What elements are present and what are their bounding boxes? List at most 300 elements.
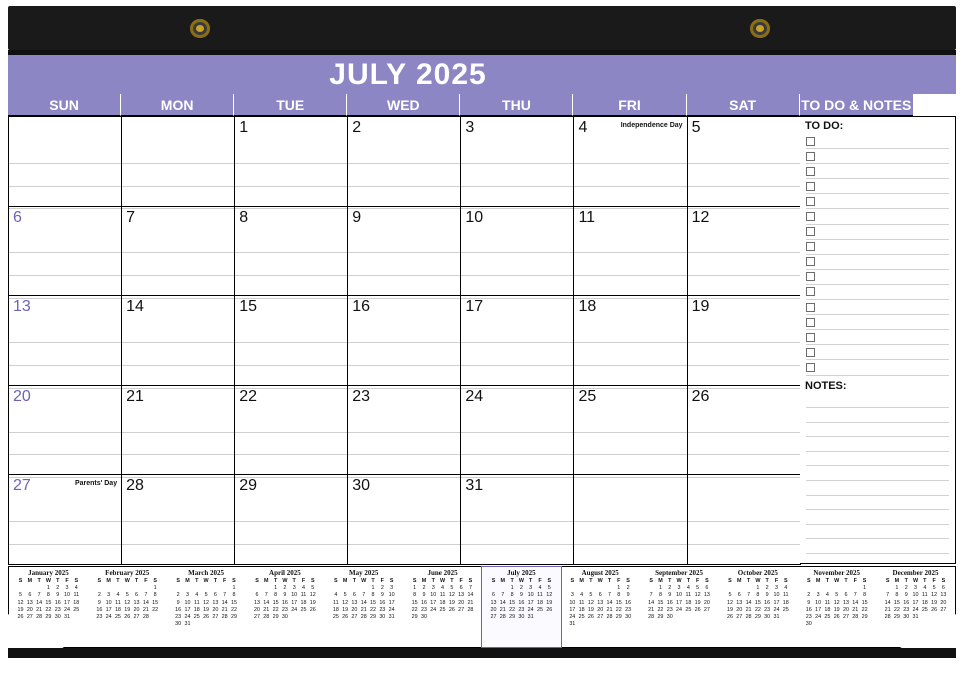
page-corner-right — [900, 614, 956, 648]
mini-day: 3 — [390, 585, 394, 592]
mini-calendar-september[interactable] — [640, 567, 719, 647]
mini-day — [813, 621, 822, 628]
mini-day — [498, 585, 507, 592]
mini-weekday: W — [518, 578, 524, 584]
mini-calendar-march[interactable] — [167, 567, 246, 647]
mini-day: 3 — [529, 585, 533, 592]
mini-day: 17 — [912, 599, 919, 606]
mini-day: 22 — [615, 606, 622, 613]
mini-week-row — [568, 607, 633, 614]
todo-row[interactable] — [806, 209, 949, 224]
mini-day: 25 — [536, 606, 543, 613]
mini-week-row — [174, 600, 239, 607]
mini-day: 10 — [912, 592, 919, 599]
mini-day: 24 — [64, 606, 70, 613]
mini-calendar-title: October 2025 — [737, 569, 778, 577]
mini-day: 20 — [842, 606, 849, 613]
todo-row[interactable] — [806, 360, 949, 375]
day-cell[interactable] — [688, 207, 801, 297]
day-cell[interactable] — [461, 207, 574, 297]
notes-label: NOTES: — [805, 379, 847, 392]
checkbox-icon[interactable] — [806, 257, 815, 266]
mini-day: 9 — [626, 592, 630, 599]
day-cell[interactable] — [574, 475, 687, 565]
mini-calendar-title: June 2025 — [427, 569, 458, 577]
mini-week-row — [568, 600, 633, 607]
checkbox-icon[interactable] — [806, 333, 815, 342]
mini-day: 26 — [726, 614, 733, 621]
mini-day: 14 — [467, 592, 474, 599]
checkbox-icon[interactable] — [806, 287, 815, 296]
mini-day: 11 — [578, 599, 585, 606]
mini-week-row — [410, 585, 475, 592]
note-row[interactable] — [806, 394, 949, 409]
mini-weekday: S — [255, 578, 259, 584]
mini-day: 18 — [782, 599, 789, 606]
write-lines — [688, 410, 800, 475]
day-cell[interactable] — [574, 117, 687, 207]
mini-day: 20 — [703, 599, 710, 606]
day-cell[interactable] — [688, 386, 801, 476]
mini-week-row — [16, 607, 81, 614]
mini-day: 16 — [281, 599, 288, 606]
mini-day: 26 — [309, 606, 316, 613]
note-row[interactable] — [806, 481, 949, 496]
day-cell[interactable] — [9, 386, 122, 476]
mini-day: 27 — [133, 614, 140, 621]
mini-day: 9 — [668, 592, 672, 599]
day-cell[interactable] — [235, 475, 348, 565]
day-number: 23 — [352, 387, 371, 405]
write-lines — [574, 141, 686, 206]
write-lines — [688, 231, 800, 296]
mini-weekday: T — [134, 578, 139, 584]
mini-week-row — [16, 592, 81, 599]
mini-day: 3 — [65, 585, 69, 592]
mini-day: 20 — [736, 606, 743, 613]
day-cell[interactable] — [9, 475, 122, 565]
mini-week-row — [725, 592, 790, 599]
mini-weekday: M — [106, 578, 111, 584]
day-cell[interactable] — [461, 296, 574, 386]
mini-day: 24 — [773, 606, 780, 613]
mini-weekday: M — [421, 578, 427, 584]
day-cell[interactable] — [461, 117, 574, 207]
todo-row[interactable] — [806, 164, 949, 179]
mini-day — [211, 621, 220, 628]
mini-week-row — [252, 592, 317, 599]
write-lines — [461, 320, 573, 385]
mini-week-row — [331, 600, 396, 607]
mini-day: 22 — [45, 606, 52, 613]
mini-weekday: F — [380, 578, 384, 584]
mini-week-row — [410, 614, 475, 621]
mini-day — [586, 621, 595, 628]
day-cell[interactable] — [348, 386, 461, 476]
write-lines — [9, 499, 121, 564]
mini-day: 12 — [342, 599, 349, 606]
mini-week-row — [95, 585, 160, 592]
day-cell[interactable] — [348, 296, 461, 386]
todo-row[interactable] — [806, 270, 949, 285]
mini-day: 13 — [490, 599, 497, 606]
mini-day: 25 — [73, 606, 80, 613]
mini-day: 9 — [176, 599, 180, 606]
mini-day: 28 — [142, 614, 149, 621]
mini-day: 16 — [96, 606, 103, 613]
mini-day: 20 — [490, 606, 497, 613]
mini-day: 5 — [696, 585, 700, 592]
todo-row[interactable] — [806, 300, 949, 315]
checkbox-icon[interactable] — [806, 303, 815, 312]
checkbox-icon[interactable] — [806, 363, 815, 372]
checkbox-icon[interactable] — [806, 227, 815, 236]
mini-calendar-april[interactable] — [245, 567, 324, 647]
day-cell[interactable] — [122, 296, 235, 386]
note-row[interactable] — [806, 525, 949, 540]
write-lines — [122, 499, 234, 564]
mini-weekday: S — [153, 578, 157, 584]
mini-day: 9 — [904, 592, 908, 599]
mini-day: 21 — [745, 606, 752, 613]
mini-day: 27 — [458, 606, 465, 613]
todo-row[interactable] — [806, 149, 949, 164]
write-lines — [9, 231, 121, 296]
day-cell[interactable] — [688, 475, 801, 565]
mini-day: 9 — [283, 592, 287, 599]
write-lines — [9, 141, 121, 206]
mini-day: 23 — [805, 614, 812, 621]
day-cell[interactable] — [574, 386, 687, 476]
mini-day — [851, 621, 860, 628]
mini-calendar-may[interactable] — [324, 567, 403, 647]
mini-calendar-november[interactable] — [797, 567, 876, 647]
mini-calendar-october[interactable] — [718, 567, 797, 647]
write-lines — [235, 410, 347, 475]
mini-day: 26 — [931, 606, 938, 613]
todo-row[interactable] — [806, 315, 949, 330]
mini-day: 7 — [649, 592, 653, 599]
day-cell[interactable] — [235, 386, 348, 476]
mini-day: 4 — [74, 585, 78, 592]
mini-day: 27 — [842, 614, 849, 621]
checkbox-icon[interactable] — [806, 212, 815, 221]
mini-calendar-august[interactable] — [561, 567, 640, 647]
mini-day — [150, 614, 159, 621]
mini-day: 4 — [784, 585, 788, 592]
todo-row[interactable] — [806, 179, 949, 194]
mini-day: 30 — [666, 614, 673, 621]
mini-day: 5 — [589, 592, 593, 599]
mini-week-row — [252, 600, 317, 607]
mini-day: 5 — [450, 585, 454, 592]
day-cell[interactable] — [574, 207, 687, 297]
mini-day: 12 — [587, 599, 594, 606]
day-cell[interactable] — [235, 207, 348, 297]
mini-day — [841, 621, 850, 628]
mini-day: 7 — [886, 592, 890, 599]
mini-day — [596, 585, 605, 592]
mini-day — [104, 585, 113, 592]
todo-row[interactable] — [806, 194, 949, 209]
mini-day: 22 — [509, 606, 516, 613]
mini-calendar-table — [804, 578, 869, 628]
mini-day: 8 — [46, 592, 50, 599]
mini-day: 27 — [597, 614, 604, 621]
grommet-icon — [750, 19, 770, 38]
day-number: 15 — [239, 298, 257, 316]
todo-row[interactable] — [806, 134, 949, 149]
checkbox-icon[interactable] — [806, 348, 815, 357]
day-number: 24 — [465, 387, 484, 405]
todo-row[interactable] — [806, 225, 949, 240]
day-number: 19 — [691, 298, 710, 316]
checkbox-icon[interactable] — [806, 182, 815, 191]
mini-day — [201, 621, 210, 628]
day-cell[interactable] — [122, 475, 235, 565]
write-lines — [235, 141, 347, 206]
mini-day: 13 — [458, 592, 465, 599]
day-cell[interactable] — [348, 207, 461, 297]
mini-day: 25 — [332, 614, 339, 621]
day-cell[interactable] — [122, 117, 235, 207]
mini-weekday: T — [273, 578, 278, 584]
mini-calendar-june[interactable] — [403, 567, 482, 647]
mini-calendar-table — [725, 578, 790, 621]
mini-day: 4 — [580, 592, 584, 599]
mini-week-row — [174, 614, 239, 621]
mini-day — [220, 585, 229, 592]
mini-day — [545, 614, 554, 621]
mini-day: 27 — [490, 614, 497, 621]
mini-calendar-title: May 2025 — [349, 569, 379, 577]
grommet-icon — [190, 19, 210, 38]
day-cell[interactable] — [688, 296, 801, 386]
mini-day: 31 — [912, 614, 919, 621]
day-cell[interactable] — [9, 207, 122, 297]
mini-day — [744, 585, 753, 592]
mini-day: 7 — [37, 592, 41, 599]
mini-week-row — [95, 592, 160, 599]
mini-week-row — [331, 592, 396, 599]
todo-row[interactable] — [806, 255, 949, 270]
day-number: 12 — [691, 208, 710, 226]
mini-week-row — [174, 585, 239, 592]
mini-day: 8 — [863, 592, 867, 599]
mini-day — [183, 585, 192, 592]
todo-row[interactable] — [806, 240, 949, 255]
write-lines — [9, 320, 121, 385]
checkbox-icon[interactable] — [806, 242, 815, 251]
mini-day: 13 — [597, 599, 604, 606]
mini-weekday: M — [500, 578, 506, 584]
mini-day: 27 — [212, 614, 219, 621]
mini-day — [725, 585, 734, 592]
mini-calendar-title: September 2025 — [655, 569, 703, 577]
day-number: 28 — [126, 477, 144, 495]
day-cell[interactable] — [122, 207, 235, 297]
note-row[interactable] — [806, 466, 949, 481]
mini-day — [823, 621, 832, 628]
mini-weekday: M — [579, 578, 584, 584]
mini-weekday: T — [765, 578, 769, 584]
mini-week-row — [647, 614, 712, 621]
mini-day: 1 — [617, 585, 621, 592]
mini-day: 14 — [263, 599, 270, 606]
mini-weekday: W — [124, 578, 130, 584]
write-lines — [688, 499, 800, 564]
mini-day: 2 — [283, 585, 287, 592]
mini-day: 13 — [133, 599, 140, 606]
mini-calendar-table — [410, 578, 475, 621]
mini-day: 4 — [686, 585, 690, 592]
mini-day: 22 — [370, 606, 377, 613]
mini-weekday: S — [310, 578, 315, 584]
note-row[interactable] — [806, 437, 949, 452]
mini-day: 21 — [36, 606, 43, 613]
mini-day: 28 — [852, 614, 859, 621]
mini-day: 8 — [413, 592, 417, 599]
mini-day — [577, 585, 586, 592]
mini-week-row — [410, 607, 475, 614]
mini-day: 15 — [615, 599, 622, 606]
week-row — [9, 207, 801, 297]
day-cell[interactable] — [461, 475, 574, 565]
note-row[interactable] — [806, 510, 949, 525]
day-number: 30 — [352, 477, 371, 495]
mini-day — [438, 614, 447, 621]
mini-day: 20 — [133, 606, 140, 613]
mini-day: 19 — [587, 606, 594, 613]
mini-day: 22 — [657, 606, 664, 613]
checkbox-icon[interactable] — [806, 272, 815, 281]
mini-week-row — [331, 614, 396, 621]
binder-bar — [8, 6, 956, 50]
mini-day: 4 — [195, 592, 199, 599]
mini-day: 5 — [204, 592, 208, 599]
mini-week-row — [568, 614, 633, 621]
mini-day: 14 — [884, 599, 891, 606]
mini-day: 8 — [658, 592, 662, 599]
mini-day — [832, 585, 841, 592]
checkbox-icon[interactable] — [806, 197, 815, 206]
note-row[interactable] — [806, 496, 949, 511]
mini-day: 2 — [668, 585, 672, 592]
todo-row[interactable] — [806, 330, 949, 345]
day-cell[interactable] — [348, 117, 461, 207]
mini-weekday: T — [371, 578, 375, 584]
mini-day — [331, 585, 340, 592]
mini-day: 6 — [844, 592, 848, 599]
mini-day: 16 — [175, 606, 182, 613]
mini-day — [132, 585, 141, 592]
mini-day: 15 — [370, 599, 377, 606]
mini-day: 31 — [773, 614, 780, 621]
mini-day: 21 — [884, 606, 891, 613]
mini-day: 6 — [255, 592, 259, 599]
note-row[interactable] — [806, 452, 949, 467]
mini-day: 26 — [587, 614, 594, 621]
mini-day: 3 — [107, 592, 111, 599]
day-cell[interactable] — [122, 386, 235, 476]
day-cell[interactable] — [9, 117, 122, 207]
mini-day: 31 — [64, 614, 70, 621]
day-cell[interactable] — [688, 117, 801, 207]
note-row[interactable] — [806, 408, 949, 423]
note-row[interactable] — [806, 539, 949, 554]
mini-day: 6 — [213, 592, 217, 599]
mini-day: 25 — [300, 606, 307, 613]
write-lines — [348, 499, 460, 564]
mini-weekday: S — [18, 578, 23, 584]
note-row[interactable] — [806, 423, 949, 438]
mini-weekday: W — [440, 578, 446, 584]
mini-weekday: T — [450, 578, 454, 584]
day-cell[interactable] — [574, 296, 687, 386]
mini-day: 7 — [501, 592, 505, 599]
mini-day: 22 — [861, 606, 868, 613]
day-cell[interactable] — [9, 296, 122, 386]
day-cell[interactable] — [235, 117, 348, 207]
checkbox-icon[interactable] — [806, 318, 815, 327]
mini-day: 28 — [884, 614, 891, 621]
mini-week-row — [489, 614, 554, 621]
checkbox-icon[interactable] — [806, 152, 815, 161]
mini-day: 6 — [705, 585, 709, 592]
mini-day: 24 — [291, 606, 298, 613]
week-row — [9, 117, 801, 207]
mini-day — [674, 614, 683, 621]
todo-row[interactable] — [806, 345, 949, 360]
mini-weekday: T — [195, 578, 199, 584]
mini-day: 17 — [64, 599, 70, 606]
mini-weekday: M — [185, 578, 190, 584]
checkbox-icon[interactable] — [806, 167, 815, 176]
day-cell[interactable] — [348, 475, 461, 565]
mini-day: 1 — [413, 585, 417, 592]
mini-day: 16 — [805, 606, 812, 613]
mini-day — [568, 585, 577, 592]
mini-day: 29 — [411, 614, 418, 621]
mini-week-row — [647, 607, 712, 614]
mini-day: 9 — [97, 599, 101, 606]
mini-week-row — [174, 607, 239, 614]
todo-row[interactable] — [806, 285, 949, 300]
mini-weekday: S — [74, 578, 79, 584]
mini-week-row — [16, 600, 81, 607]
mini-weekday: M — [894, 578, 900, 584]
mini-calendar-february[interactable] — [88, 567, 167, 647]
mini-day: 3 — [431, 585, 435, 592]
day-cell[interactable] — [461, 386, 574, 476]
mini-day: 7 — [608, 592, 611, 599]
mini-calendar-title: March 2025 — [188, 569, 224, 577]
day-cell[interactable] — [235, 296, 348, 386]
mini-day: 6 — [598, 592, 602, 599]
mini-day: 7 — [264, 592, 268, 599]
todo-label: TO DO: — [805, 120, 844, 132]
mini-calendar-july[interactable] — [482, 567, 561, 647]
mini-day: 5 — [343, 592, 347, 599]
mini-day: 23 — [518, 606, 525, 613]
mini-weekday: T — [213, 578, 218, 584]
checkbox-icon[interactable] — [806, 137, 815, 146]
mini-day: 6 — [352, 592, 356, 599]
mini-day: 2 — [56, 585, 60, 592]
mini-week-row — [647, 585, 712, 592]
todo-list[interactable] — [800, 134, 955, 376]
mini-day: 15 — [509, 599, 516, 606]
